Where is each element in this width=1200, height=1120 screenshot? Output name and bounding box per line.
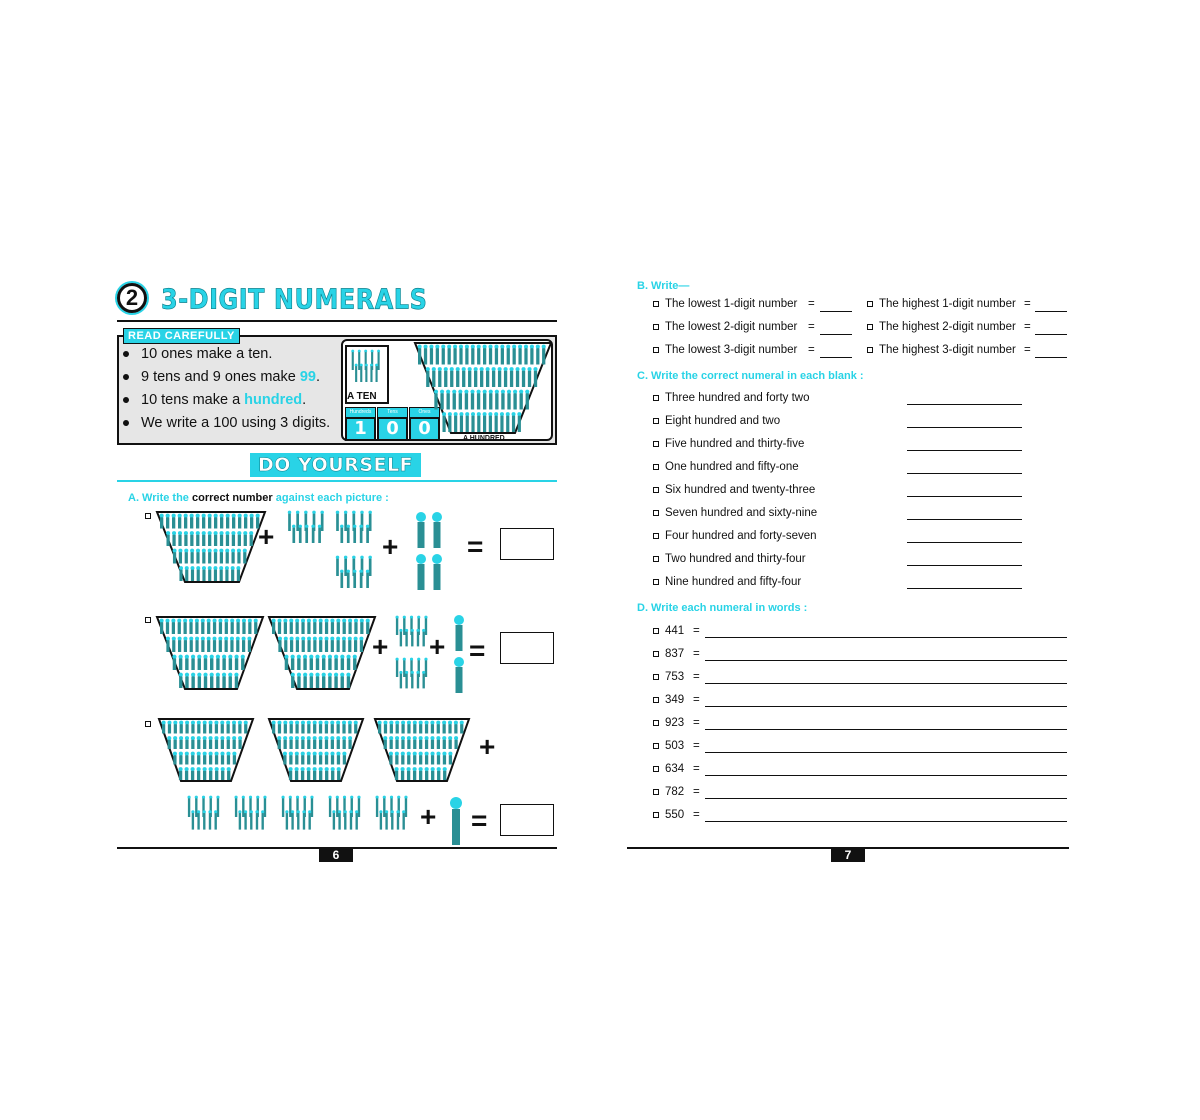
- plus-sign: +: [372, 631, 389, 662]
- c-item: Seven hundred and sixty-nine: [653, 507, 817, 519]
- ten-bundle-icon: [185, 795, 225, 839]
- d-words-blank[interactable]: [705, 660, 1067, 661]
- page-number: 6: [319, 848, 353, 862]
- d-eq: =: [693, 740, 700, 752]
- checkbox-row-2: [145, 617, 151, 623]
- ten-bundle-icon: [333, 510, 378, 552]
- checkbox-icon: [653, 395, 659, 401]
- checkbox-icon: [653, 324, 659, 330]
- c-item: One hundred and fifty-one: [653, 461, 799, 473]
- d-eq: =: [693, 671, 700, 683]
- hundred-label: A HUNDRED: [463, 435, 505, 442]
- d-item: 503: [653, 740, 684, 752]
- b-left-blank[interactable]: [820, 311, 852, 312]
- c-item: Nine hundred and fifty-four: [653, 576, 801, 588]
- checkbox-icon: [867, 347, 873, 353]
- d-words-blank[interactable]: [705, 798, 1067, 799]
- checkbox-icon: [653, 697, 659, 703]
- checkbox-icon: [653, 441, 659, 447]
- c-answer-blank[interactable]: [907, 473, 1022, 474]
- ones-sticks-icon: [415, 512, 445, 594]
- checkbox-icon: [653, 556, 659, 562]
- answer-box-3[interactable]: [500, 804, 554, 836]
- hundred-bucket-icon: [267, 717, 367, 785]
- checkbox-icon: [653, 347, 659, 353]
- equals-sign: =: [467, 531, 484, 562]
- ones-header: Ones: [409, 407, 440, 418]
- b-right-blank[interactable]: [1035, 311, 1067, 312]
- checkbox-icon: [653, 812, 659, 818]
- fact-4: We write a 100 using 3 digits.: [123, 415, 330, 431]
- d-eq: =: [693, 786, 700, 798]
- ten-bundle-icon: [373, 795, 413, 839]
- checkbox-icon: [653, 579, 659, 585]
- hundred-bucket-icon: [373, 717, 473, 785]
- d-item: 349: [653, 694, 684, 706]
- d-words-blank[interactable]: [705, 706, 1067, 707]
- b-left-blank[interactable]: [820, 334, 852, 335]
- checkbox-row-3: [145, 721, 151, 727]
- c-answer-blank[interactable]: [907, 565, 1022, 566]
- c-item: Six hundred and twenty-three: [653, 484, 815, 496]
- c-answer-blank[interactable]: [907, 427, 1022, 428]
- c-item: Three hundred and forty two: [653, 392, 809, 404]
- plus-sign: +: [479, 731, 496, 762]
- checkbox-icon: [653, 743, 659, 749]
- c-answer-blank[interactable]: [907, 588, 1022, 589]
- b-left-item: The lowest 1-digit number: [653, 298, 797, 310]
- hundreds-digit: 1: [345, 417, 376, 441]
- plus-sign: +: [429, 631, 446, 662]
- plus-sign: +: [382, 531, 399, 562]
- b-right-blank[interactable]: [1035, 357, 1067, 358]
- c-answer-blank[interactable]: [907, 496, 1022, 497]
- fact-2: 9 tens and 9 ones make 99.: [123, 369, 320, 385]
- b-left-item: The lowest 3-digit number: [653, 344, 797, 356]
- d-item: 550: [653, 809, 684, 821]
- section-title: DO YOURSELF: [250, 453, 421, 477]
- b-left-item: The lowest 2-digit number: [653, 321, 797, 333]
- d-words-blank[interactable]: [705, 683, 1067, 684]
- hundreds-header: Hundreds: [345, 407, 376, 418]
- c-answer-blank[interactable]: [907, 450, 1022, 451]
- equals-sign: =: [471, 805, 488, 836]
- b-eq: =: [808, 344, 815, 356]
- b-eq: =: [808, 321, 815, 333]
- checkbox-icon: [653, 510, 659, 516]
- checkbox-icon: [653, 720, 659, 726]
- answer-box-1[interactable]: [500, 528, 554, 560]
- section-b-heading: B. Write—: [637, 280, 690, 292]
- b-right-item: The highest 3-digit number: [867, 344, 1016, 356]
- hundred-bucket-icon: [155, 615, 267, 693]
- ten-bundle-icon: [232, 795, 272, 839]
- equals-sign: =: [469, 635, 486, 666]
- b-right-blank[interactable]: [1035, 334, 1067, 335]
- c-answer-blank[interactable]: [907, 404, 1022, 405]
- tens-digit: 0: [377, 417, 408, 441]
- question-a-heading: A. Write the correct number against each picture :: [128, 492, 389, 504]
- checkbox-icon: [653, 651, 659, 657]
- d-item: 441: [653, 625, 684, 637]
- c-item: Eight hundred and two: [653, 415, 780, 427]
- d-item: 634: [653, 763, 684, 775]
- d-words-blank[interactable]: [705, 637, 1067, 638]
- d-item: 753: [653, 671, 684, 683]
- checkbox-row-1: [145, 513, 151, 519]
- ten-bundle-icon: [333, 555, 378, 597]
- c-item: Five hundred and thirty-five: [653, 438, 804, 450]
- d-eq: =: [693, 809, 700, 821]
- fact-1: 10 ones make a ten.: [123, 346, 272, 362]
- d-eq: =: [693, 763, 700, 775]
- d-eq: =: [693, 717, 700, 729]
- ones-digit: 0: [409, 417, 440, 441]
- right-page: [615, 255, 1090, 880]
- hundred-bucket-icon: [155, 510, 269, 586]
- b-eq: =: [1024, 321, 1031, 333]
- ten-bundle-icon: [393, 657, 433, 697]
- ten-label: A TEN: [347, 391, 377, 402]
- checkbox-icon: [653, 789, 659, 795]
- section-rule: [117, 480, 557, 482]
- b-left-blank[interactable]: [820, 357, 852, 358]
- c-answer-blank[interactable]: [907, 542, 1022, 543]
- b-eq: =: [1024, 298, 1031, 310]
- d-item: 782: [653, 786, 684, 798]
- section-c-heading: C. Write the correct numeral in each blank :: [637, 370, 864, 382]
- checkbox-icon: [653, 464, 659, 470]
- d-words-blank[interactable]: [705, 729, 1067, 730]
- ones-sticks-icon: [453, 615, 467, 697]
- b-eq: =: [1024, 344, 1031, 356]
- d-eq: =: [693, 648, 700, 660]
- b-right-item: The highest 2-digit number: [867, 321, 1016, 333]
- d-words-blank[interactable]: [705, 752, 1067, 753]
- read-carefully-label: READ CAREFULLY: [123, 328, 240, 344]
- answer-box-2[interactable]: [500, 632, 554, 664]
- checkbox-icon: [653, 674, 659, 680]
- ten-bundle-icon: [285, 510, 330, 552]
- c-item: Four hundred and forty-seven: [653, 530, 817, 542]
- b-eq: =: [808, 298, 815, 310]
- checkbox-icon: [867, 301, 873, 307]
- d-item: 837: [653, 648, 684, 660]
- hundred-bucket-icon: [413, 341, 555, 437]
- checkbox-icon: [653, 766, 659, 772]
- checkbox-icon: [653, 487, 659, 493]
- plus-sign: +: [258, 521, 275, 552]
- checkbox-icon: [653, 301, 659, 307]
- b-right-item: The highest 1-digit number: [867, 298, 1016, 310]
- d-eq: =: [693, 694, 700, 706]
- checkbox-icon: [653, 533, 659, 539]
- d-words-blank[interactable]: [705, 775, 1067, 776]
- header-rule: [117, 320, 557, 322]
- ones-sticks-icon: [448, 795, 464, 847]
- checkbox-icon: [653, 418, 659, 424]
- d-eq: =: [693, 625, 700, 637]
- d-item: 923: [653, 717, 684, 729]
- section-d-heading: D. Write each numeral in words :: [637, 602, 808, 614]
- ten-bundle-icon: [326, 795, 366, 839]
- hundred-bucket-icon: [267, 615, 379, 693]
- checkbox-icon: [653, 628, 659, 634]
- page-number: 7: [831, 848, 865, 862]
- left-page: [95, 255, 575, 880]
- checkbox-icon: [867, 324, 873, 330]
- chapter-title: 3-DIGIT NUMERALS: [161, 283, 428, 316]
- fact-3: 10 tens make a hundred.: [123, 392, 306, 408]
- d-words-blank[interactable]: [705, 821, 1067, 822]
- tens-header: Tens: [377, 407, 408, 418]
- c-answer-blank[interactable]: [907, 519, 1022, 520]
- ten-bundle-icon: [393, 615, 433, 655]
- c-item: Two hundred and thirty-four: [653, 553, 806, 565]
- chapter-number: 2: [117, 283, 147, 313]
- plus-sign: +: [420, 801, 437, 832]
- hundred-bucket-icon: [157, 717, 257, 785]
- ten-bundle-icon: [279, 795, 319, 839]
